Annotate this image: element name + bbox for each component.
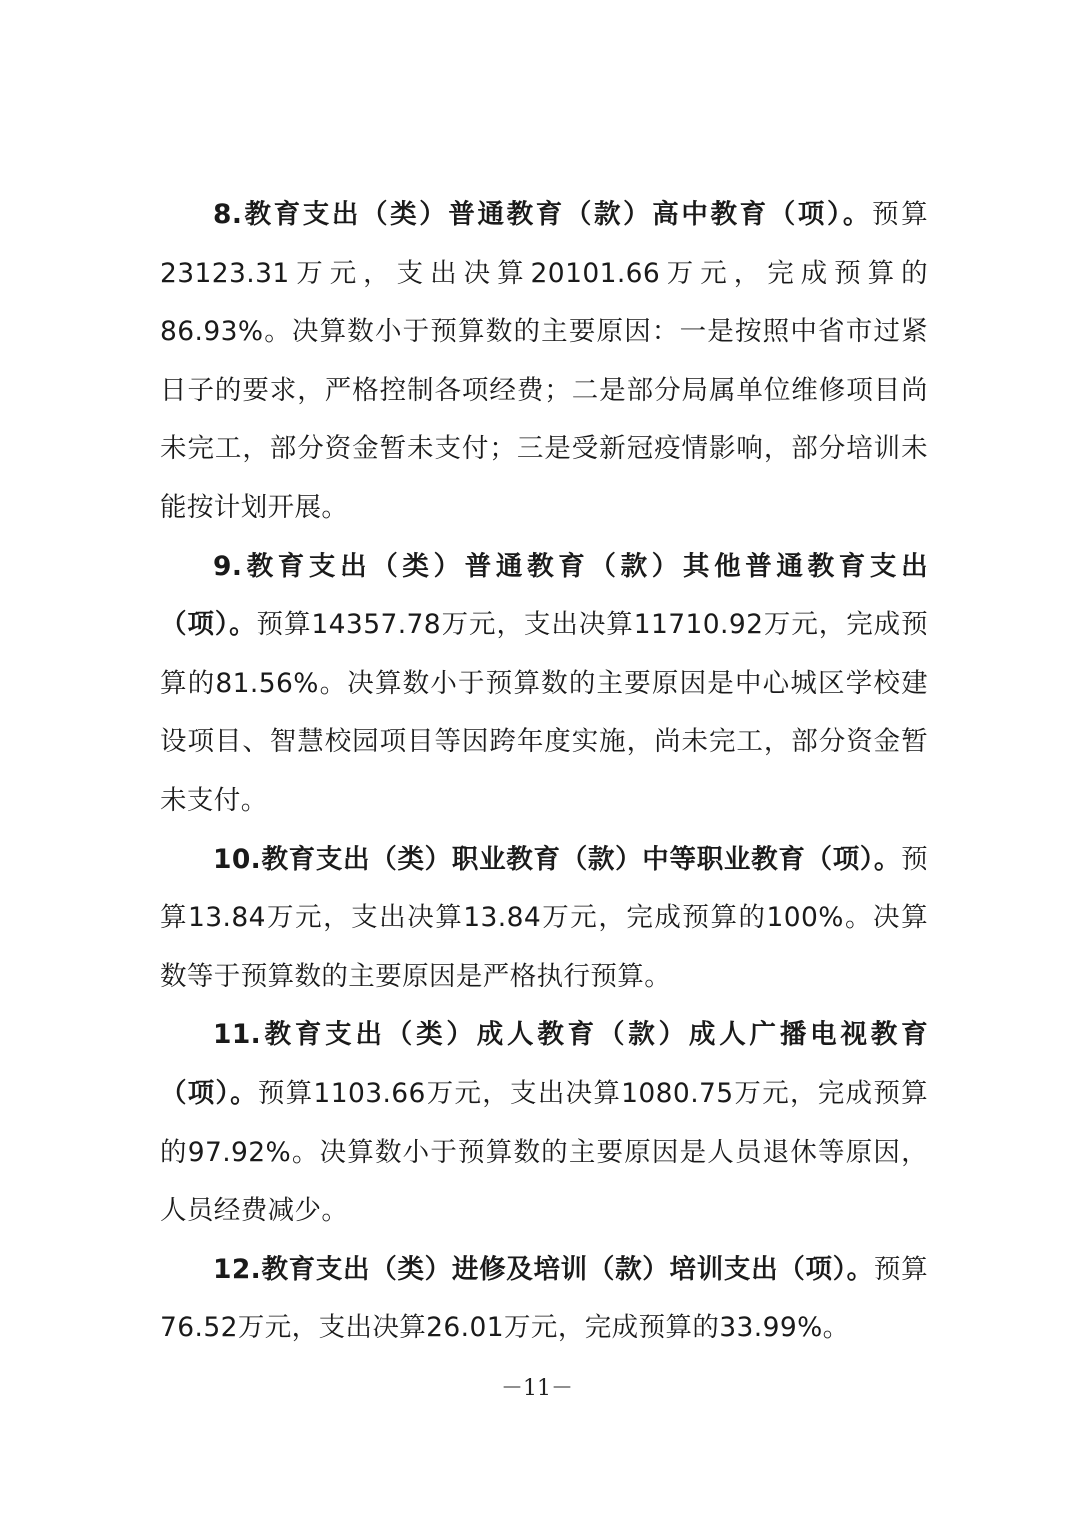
section-9 xyxy=(160,538,928,831)
section-11-body: 预算1103.66万元，支出决算1080.75万元，完成预算的97.92%。决算数小于预算数的主要原因是人员退休等原因，人员经费减少。 xyxy=(160,1077,928,1227)
section-8 xyxy=(160,186,928,538)
section-12 xyxy=(160,1241,928,1358)
section-10-heading: 10.教育支出（类）职业教育（款）中等职业教育（项）。 xyxy=(213,843,902,875)
section-10 xyxy=(160,831,928,1007)
section-9-heading: 9.教育支出（类）普通教育（款）其他普通教育支出（项）。 xyxy=(160,550,928,641)
section-12-body: 预算76.52万元，支出决算26.01万元，完成预算的33.99%。 xyxy=(160,1253,928,1344)
section-8-body: 预算23123.31万元，支出决算20101.66万元，完成预算的86.93%。决算数小于预算数的主要原因：一是按照中省市过紧日子的要求，严格控制各项经费；二是部分局属单位维修项目尚未完工，部分资金暂未支付；三是受新冠疫情影响，部分培训未能按计划开展。 xyxy=(160,199,928,523)
section-11 xyxy=(160,1006,928,1240)
page-number: －11－ xyxy=(501,1376,573,1401)
section-12-heading: 12.教育支出（类）进修及培训（款）培训支出（项）。 xyxy=(213,1253,874,1285)
section-9-body: 预算14357.78万元，支出决算11710.92万元，完成预算的81.56%。决算数小于预算数的主要原因是中心城区学校建设项目、智慧校园项目等因跨年度实施，尚未完工，部分资金暂未支付。 xyxy=(160,609,928,816)
section-8-heading: 8.教育支出（类）普通教育（款）高中教育（项）。 xyxy=(213,199,872,230)
document-body xyxy=(160,186,928,1358)
section-11-heading: 11.教育支出（类）成人教育（款）成人广播电视教育（项）。 xyxy=(160,1019,928,1109)
section-10-body: 预算13.84万元，支出决算13.84万元，完成预算的100%。决算数等于预算数的主要原因是严格执行预算。 xyxy=(160,843,928,992)
